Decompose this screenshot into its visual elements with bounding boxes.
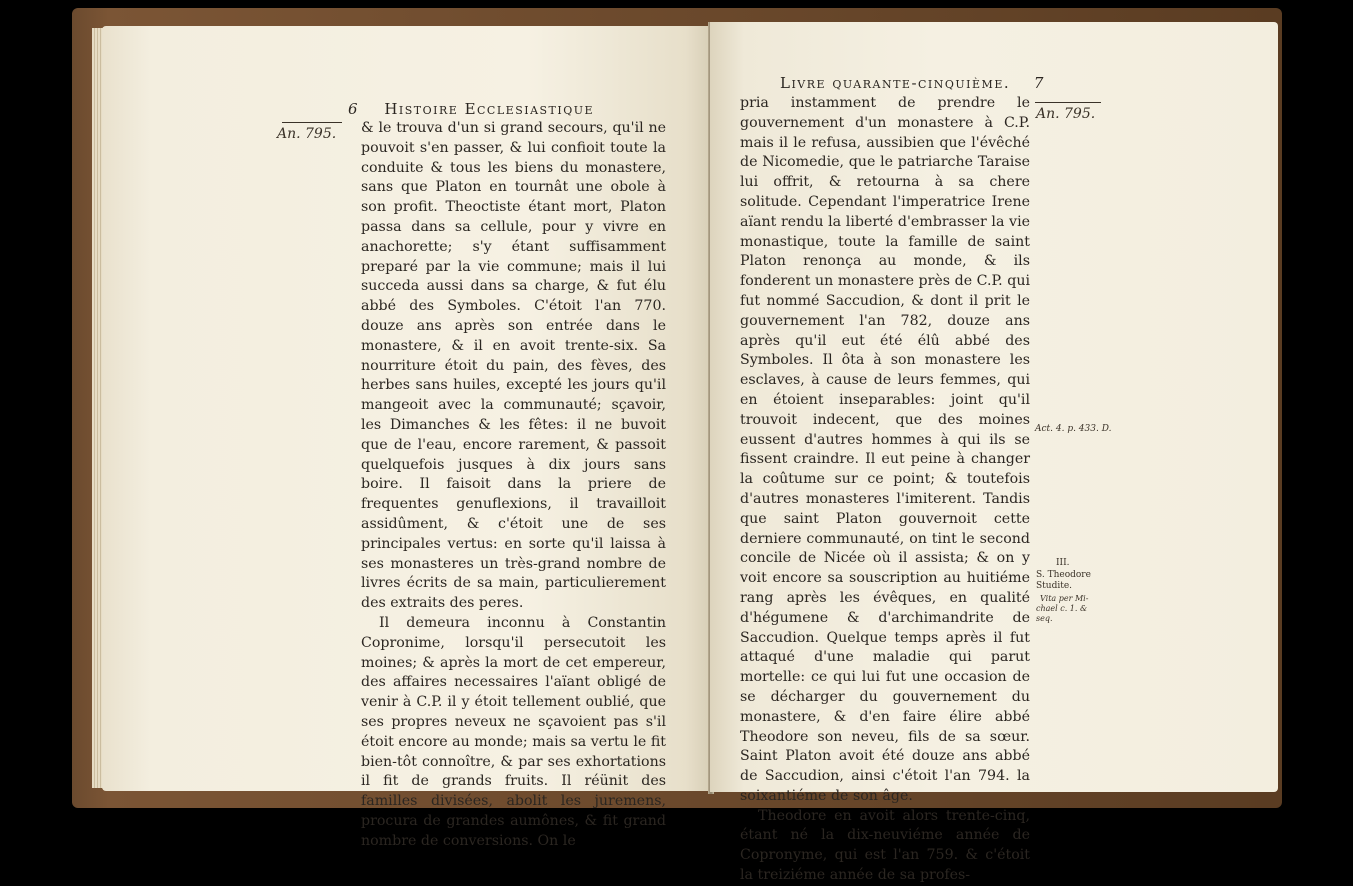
right-margin-year: An. 795. bbox=[1036, 106, 1096, 122]
left-paragraph-2: Il demeura inconnu à Constantin Copronime, lorsqu'il persecutoit les moines; & après la mort de cet empereur, des affaires necessaires l'aïant obligé de venir à C.P. il y étoit tellement oublié, que ses propres neveux ne sçavoient pas s'il étoit encore au monde; mais sa vertu le fit bien-tôt connoître, & par ses exhortations il fit de grands fruits. Il réünit des familles divisées, abolit les juremens, procura de grandes aumônes, & fit grand nombre de conversions. On le bbox=[361, 614, 666, 849]
margin-section-number: III. bbox=[1056, 558, 1070, 568]
left-margin-rule bbox=[282, 122, 342, 123]
right-body-text bbox=[740, 94, 1030, 886]
margin-section-title-line1: S. Theodore bbox=[1036, 570, 1091, 580]
right-page-number: 7 bbox=[1033, 74, 1045, 92]
left-running-title: Histoire Ecclesiastique bbox=[384, 100, 595, 118]
right-page-header bbox=[780, 74, 1044, 92]
margin-source-line1: Vita per Mi- bbox=[1040, 594, 1089, 603]
right-running-title: Livre quarante-cinquième. bbox=[780, 74, 1011, 92]
left-margin-year: An. 795. bbox=[277, 126, 337, 142]
left-page-number: 6 bbox=[348, 100, 359, 118]
margin-source-line3: seq. bbox=[1036, 614, 1053, 623]
left-page bbox=[102, 26, 710, 849]
right-margin-rule bbox=[1035, 102, 1101, 103]
right-paragraph-1: pria instamment de prendre le gouvernement d'un monastere à C.P. mais il le refusa, aussibien que l'évêché de Nicomedie, que le patriarche Taraise lui offrit, & retourna à sa chere solitude. Cependant l'imperatrice Irene aïant rendu la liberté d'embrasser la vie monastique, toute la famille de saint Platon renonça au monde, & ils fonderent un monastere près de C.P. qui fut nommé Saccudion, & dont il prit le gouvernement l'an 782, douze ans après qu'il eut été élû abbé des Symboles. Il ôta à son monastere les esclaves, à cause de leurs femmes, qui en étoient inseparables: joint qu'il trouvoit indecent, que des moines eussent d'autres hommes à qui ils se fissent craindre. Il eut peine à changer la coûtume sur ce point; & toutefois d'autres monasteres l'imiterent. Tandis que saint Platon gouvernoit cette derniere communauté, on tint le second concile de Nicée où il assista; & on y voit encore sa souscription au huitiéme rang après les évêques, en qualité d'hégumene & d'archimandrite de Saccudion. Quelque temps après il fut attaqué d'une maladie qui parut mortelle: ce qui lui fut une occasion de se décharger du gouvernement du monastere, & d'en faire élire abbé Theodore son neveu, fils de sa sœur. Saint Platon avoit été douze ans abbé de Saccudion, ainsi c'étoit l'an 794. la soixantiéme de son âge. bbox=[740, 95, 1030, 804]
margin-acta-reference: Act. 4. p. 433. D. bbox=[1035, 424, 1112, 434]
left-page-header bbox=[348, 100, 594, 118]
margin-section-title-line2: Studite. bbox=[1036, 581, 1073, 591]
book-spread bbox=[72, 8, 1282, 884]
right-page bbox=[710, 22, 1278, 884]
margin-source-line2: chael c. 1. & bbox=[1036, 604, 1088, 613]
left-paragraph-1: & le trouva d'un si grand secours, qu'il ne pouvoit s'en passer, & lui confioit toute la conduite & tous les biens du monastere, sans que Platon en tournât une obole à son profit. Theoctiste étant mort, Platon passa dans sa cellule, pour y vivre en anachorette; s'y étant suffisamment preparé par la vie commune; mais il lui succeda aussi dans sa charge, & fut élu abbé des Symboles. C'étoit l'an 770. douze ans après son entrée dans le monastere, & il en avoit trente-six. Sa nourriture étoit du pain, des fèves, des herbes sans huiles, excepté les jours qu'il mangeoit avec la communauté; sçavoir, les Dimanches & les fêtes: il ne buvoit que de l'eau, encore rarement, & passoit quelquefois jusques à dix jours sans boire. Il faisoit dans la priere de frequentes genuflexions, il travailloit assidûment, & c'étoit une de ses principales vertus: en sorte qu'il laissa à ses monasteres un très-grand nombre de livres écrits de sa main, particulierement des extraits des peres. bbox=[361, 120, 666, 612]
left-body-text bbox=[361, 119, 666, 851]
right-paragraph-2: Theodore en avoit alors trente-cinq, étant né la dix-neuviéme année de Copronyme, qui est l'an 759. & c'étoit la treiziéme année de sa profes- bbox=[740, 807, 1030, 884]
